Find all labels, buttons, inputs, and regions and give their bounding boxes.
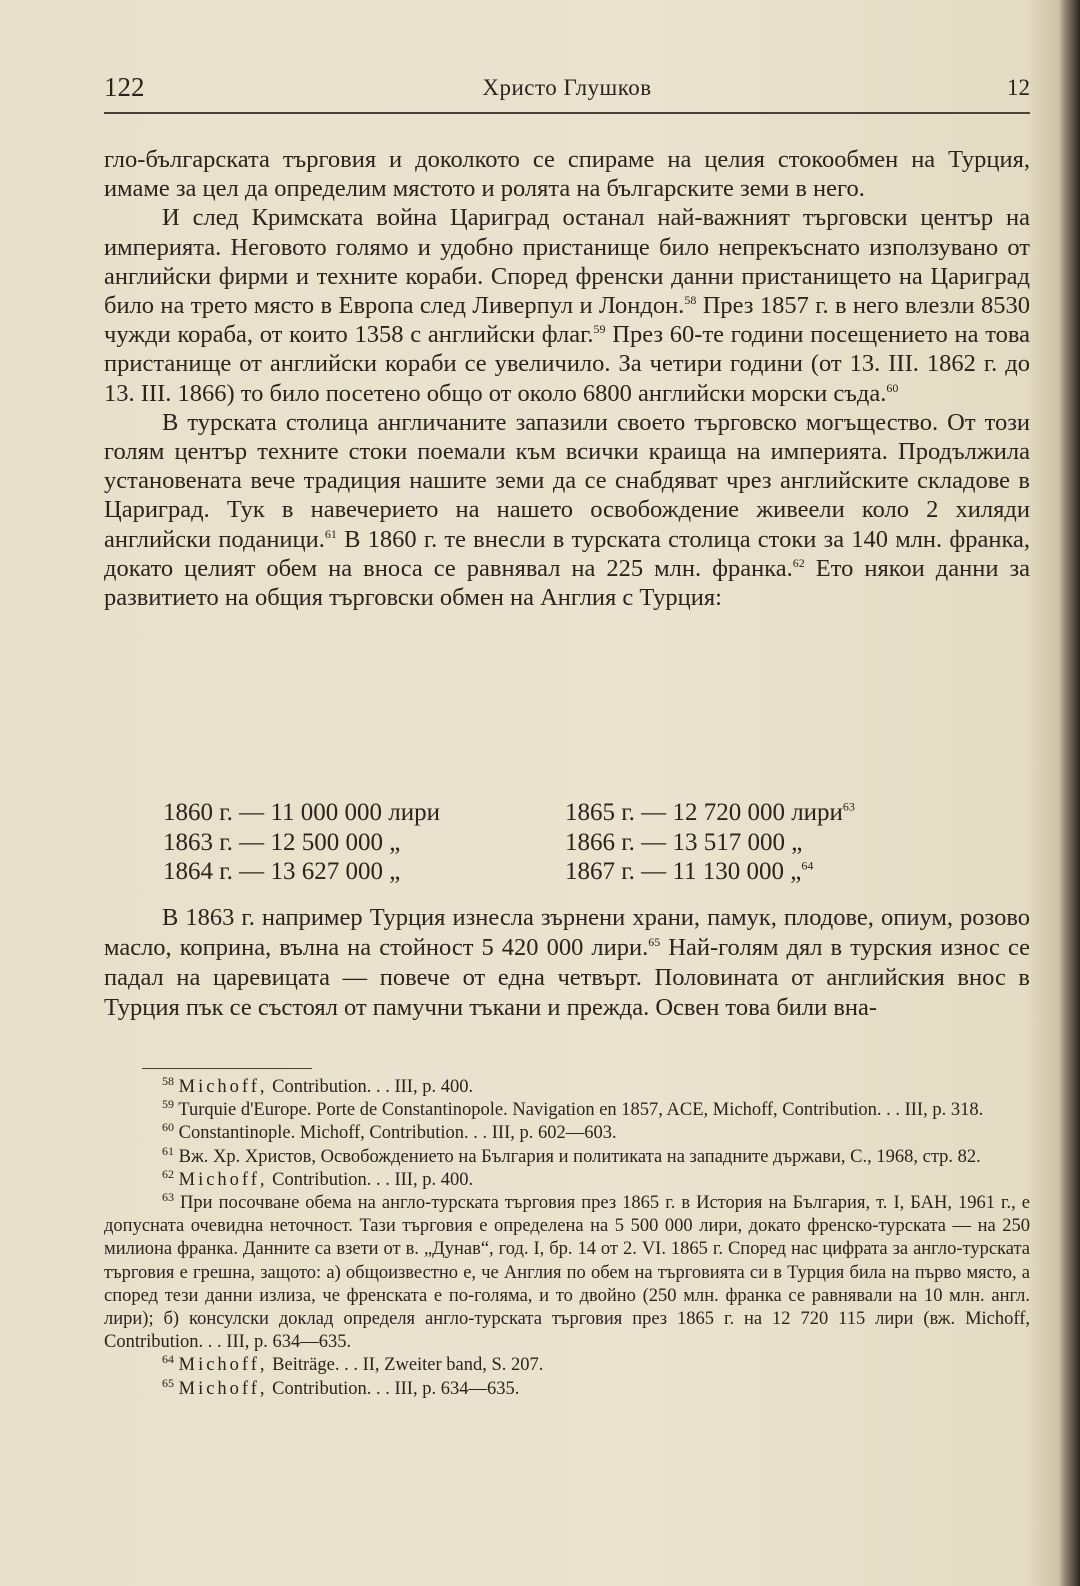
table-cell: 1860 г. — 11 000 000 лири [163, 799, 440, 826]
running-head: Христо Глушков [482, 75, 652, 100]
footnote-ref: 61 [324, 526, 337, 541]
paragraph: И след Кримската война Цариград останал най-важният търговски център на империята. Неговото голямо и удобно пристанище било непрекъснато използувано от английски фирми и техните кораби. Според френски данни пристанището на Цариград било на трето място в Европа след Ливерпул и Лондон.$^{58}$ През 1857 г. в него влезли 8530 чужди кораба, от които 1358 с английски флаг.$^{59}$ През 60-те години посещението на това пристанище от английски кораби се увеличило. За четири години (от 13. III. 1862 г. до 13. III. 1866) то било посетено общо от около 6800 английски морски съда.$^{60}$ [104, 204, 1030, 407]
footnote: $^{64}$ Michoff, Beiträge. . . II, Zweiter band, S. 207. [162, 1352, 544, 1376]
table-cell: 1863 г. — 12 500 000 „ [163, 828, 401, 856]
footnote: $^{63}$ При посочване обема на англо-турската търговия през 1865 г. в История на България, т. I, БАН, 1961 г., е допусната очевидна неточност. Тази търговия е определена на 5 500 000 лири, докато френско-турската — на 250 милиона франка. Данните са взети от в. „Дунав“, год. I, бр. 14 от 2. VI. 1865 г. Според нас цифрата за англо-турската търговия е грешна, защото: а) общоизвестно е, че Англия по обем на търговията си в Турция била на първо място, а според тези данни излиза, че френската е по-голяма, и то двойно (250 млн. франка се равнявали на 10 млн. англ. лири); б) консулски доклад определя англо-турската търговия през 1865 г. на 12 720 115 лири (вж. Michoff, Contribution. . . III, p. 634—635. [104, 1189, 1030, 1353]
table-row [163, 798, 963, 828]
footnote-ref: 58 [684, 292, 697, 307]
header-rule [104, 112, 1030, 114]
footnote: $^{58}$ Michoff, Contribution. . . III, p. 400. [162, 1073, 474, 1097]
table-cell: 1866 г. — 13 517 000 „ [565, 828, 803, 856]
footnote: $^{62}$ Michoff, Contribution. . . III, p. 400. [162, 1166, 474, 1190]
main-text-top [104, 145, 1030, 612]
page-header [104, 72, 1030, 108]
footnote: $^{61}$ Вж. Хр. Христов, Освобождението на България и политиката на западните държави, С., 1968, стр. 82. [162, 1143, 981, 1167]
table-row [163, 857, 963, 887]
footnote: $^{65}$ Michoff, Contribution. . . III, p. 634—635. [162, 1375, 520, 1399]
footnote-ref: 62 [792, 555, 805, 570]
footnote-ref: 65 [648, 934, 661, 949]
section-number: 12 [1007, 75, 1030, 100]
table-row [163, 828, 963, 858]
footnote-ref: 60 [886, 380, 899, 395]
table-cell: 1867 г. — 11 130 000 „$^{64}$ [565, 858, 814, 885]
footnotes [104, 1073, 1030, 1401]
table-cell: 1864 г. — 13 627 000 „ [163, 858, 401, 885]
paragraph: В турската столица англичаните запазили своето търговско могъщество. От този голям център техните стоки поемали към всички краища на империята. Продължила установената вече традиция нашите земи да се снабдяват чрез английските складове в Цариград. Тук в навечерието на нашето освобождение живеели коло 2 хиляди английски поданици.$^{61}$ В 1860 г. те внесли в турската столица стоки за 140 млн. франка, докато целият обем на вноса се равнявал на 225 млн. франка.$^{62}$ Ето някои данни за развитието на общия търговски обмен на Англия с Турция: [104, 408, 1031, 612]
main-text-bottom [104, 903, 1030, 1023]
footnote: $^{59}$ Turquie d'Europe. Porte de Constantinopole. Navigation en 1857, ACE, Michoff, Contribution. . . III, p. 318. [162, 1097, 984, 1121]
page-number: 122 [104, 72, 145, 102]
footnote: $^{60}$ Constantinople. Michoff, Contribution. . . III, p. 602—603. [162, 1120, 617, 1144]
table-cell: 1865 г. — 12 720 000 лири$^{63}$ [565, 799, 855, 826]
paragraph: гло-българската търговия и доколкото се спираме на целия стокообмен на Турция, имаме за цел да определим мястото и ролята на българските земи в него. [104, 146, 1030, 203]
book-spine-edge [1066, 0, 1080, 1586]
footnote-ref: 59 [593, 322, 606, 337]
footnote-rule [142, 1068, 312, 1069]
paragraph: В 1863 г. например Турция изнесла зърнени храни, памук, плодове, опиум, розово масло, коприна, вълна на стойност 5 420 000 лири.$^{65}$ Най-голям дял в турския износ се падал на царевицата — повече от една четвърт. Половината от английския внос в Турция пък се състоял от памучни тъкани и прежда. Освен това били вна- [104, 904, 1030, 1021]
trade-table [163, 798, 963, 887]
